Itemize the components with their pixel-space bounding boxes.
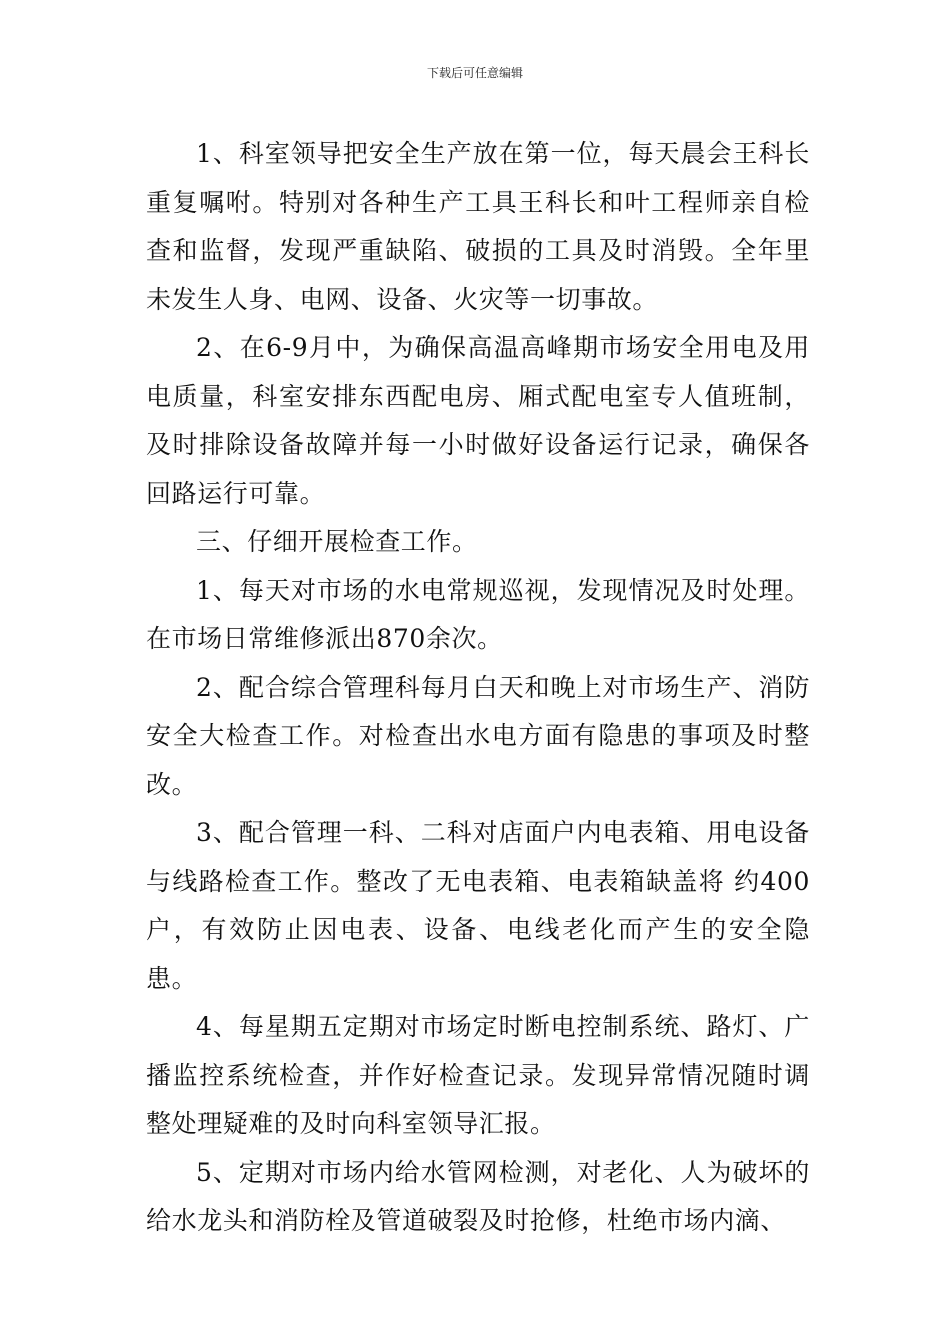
- paragraph-5: 3、配合管理一科、二科对店面户内电表箱、用电设备与线路检查工作。整改了无电表箱、电表箱缺盖将 约400户，有效防止因电表、设备、电线老化而产生的安全隐患。: [146, 818, 810, 993]
- page-header: 下载后可任意编辑: [426, 66, 523, 80]
- paragraph-2: 2、在6-9月中，为确保高温高峰期市场安全用电及用电质量，科室安排东西配电房、厢式配电室专人值班制，及时排除设备故障并每一小时做好设备运行记录，确保各回路运行可靠。: [146, 333, 810, 508]
- paragraph-3: 1、每天对市场的水电常规巡视，发现情况及时处理。在市场日常维修派出870余次。: [146, 575, 810, 653]
- paragraph-1: 1、科室领导把安全生产放在第一位，每天晨会王科长重复嘱咐。特别对各种生产工具王科长和叶工程师亲自检查和监督，发现严重缺陷、破损的工具及时消毁。全年里未发生人身、电网、设备、火灾等一切事故。: [146, 139, 810, 314]
- paragraph-6: 4、每星期五定期对市场定时断电控制系统、路灯、广播监控系统检查，并作好检查记录。发现异常情况随时调整处理疑难的及时向科室领导汇报。: [146, 1012, 810, 1138]
- paragraph-7: 5、定期对市场内给水管网检测，对老化、人为破坏的给水龙头和消防栓及管道破裂及时抢修，杜绝市场内滴、: [146, 1157, 810, 1235]
- section-heading: 三、仔细开展检查工作。: [196, 527, 478, 556]
- paragraph-4: 2、配合综合管理科每月白天和晚上对市场生产、消防安全大检查工作。对检查出水电方面有隐患的事项及时整改。: [146, 672, 810, 799]
- document-body: [146, 130, 810, 1246]
